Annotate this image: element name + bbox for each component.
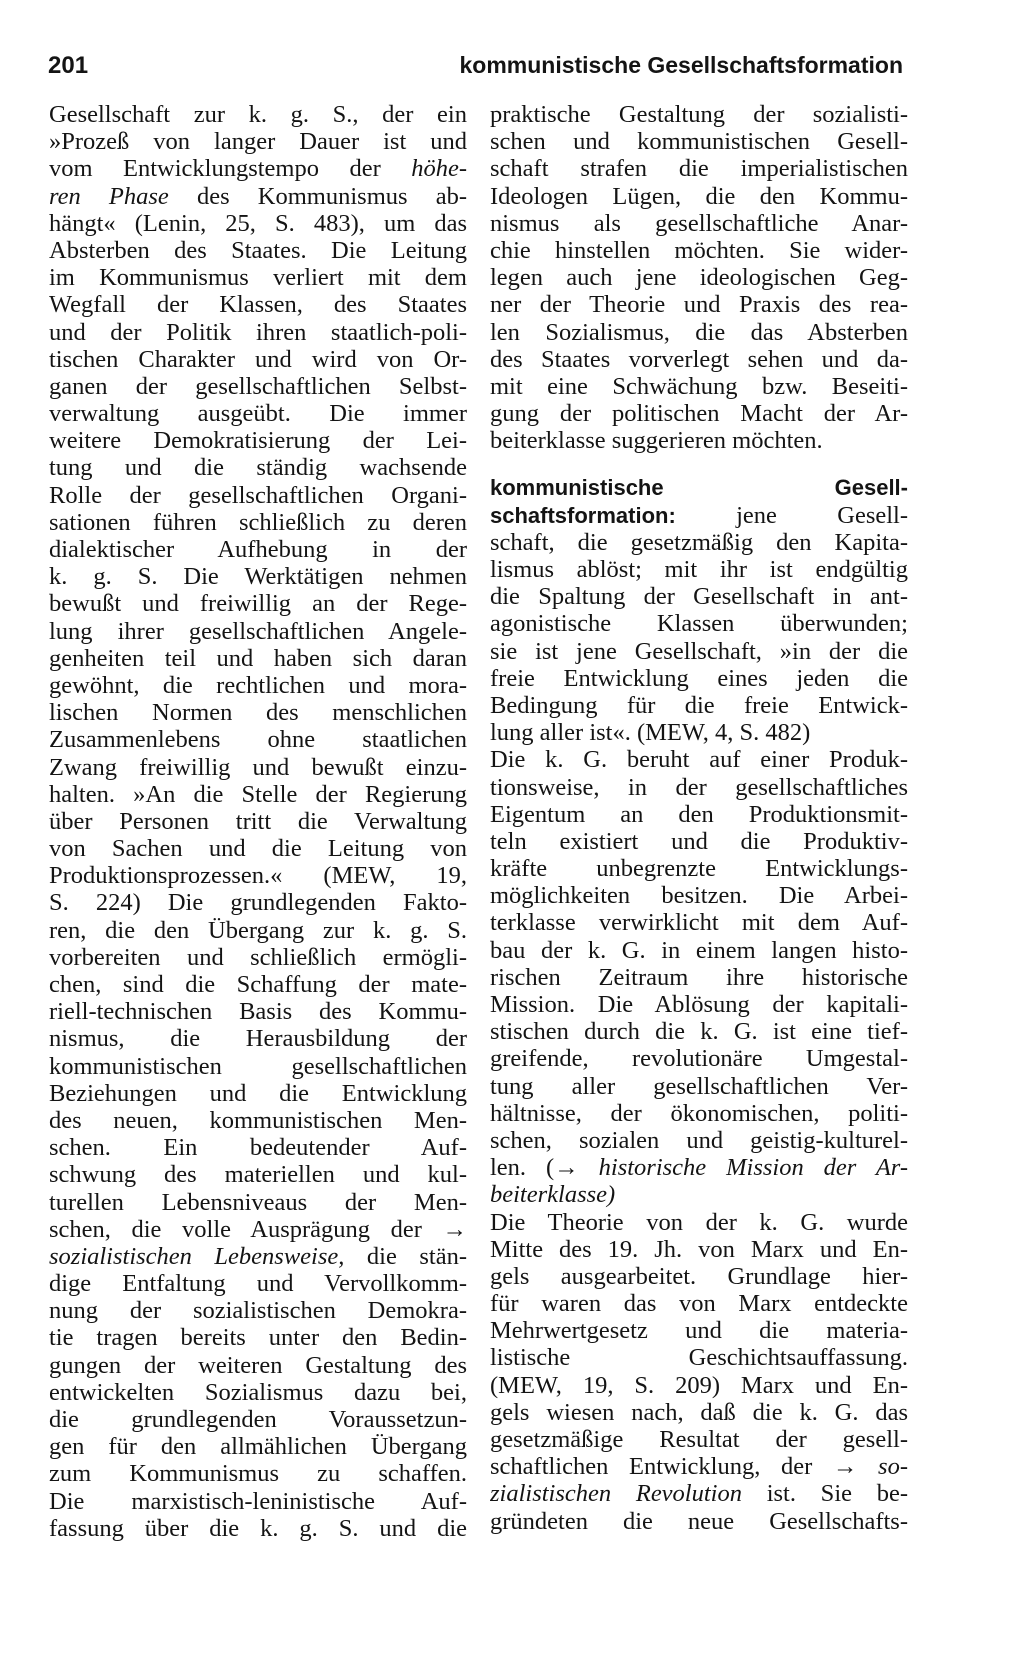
text-line: gewöhnt, die rechtlichen und mora-	[49, 671, 467, 699]
text-line: Gesellschaft zur k. g. S., der ein	[49, 101, 467, 128]
text-line: (MEW, 19, S. 209) Marx und En-	[490, 1371, 908, 1399]
text-line: beiterklasse suggerieren möchten.	[490, 427, 823, 455]
text-line: vom Entwicklungstempo der höhe-	[49, 155, 467, 183]
text-line: bewußt und freiwillig an der Rege-	[49, 590, 467, 618]
text-line: Mission. Die Ablösung der kapitali-	[490, 991, 908, 1018]
text-line: des neuen, kommunistischen Men-	[49, 1106, 467, 1134]
text-line: ganen der gesellschaftlichen Selbst-	[49, 372, 467, 400]
text-line: für waren das von Marx entdeckte	[490, 1290, 908, 1318]
text-line: dialektischer Aufhebung in der	[49, 536, 467, 563]
text-line: len Sozialismus, die das Absterben	[490, 318, 908, 346]
text-line: »Prozeß von langer Dauer ist und	[49, 128, 467, 156]
entry-headword: Gesell-	[834, 475, 908, 501]
text-line: ren, die den Übergang zur k. g. S.	[49, 916, 467, 944]
text-line: schaftlichen Entwicklung, der → so-	[490, 1453, 908, 1481]
text-line: sozialistischen Lebensweise, die stän-	[49, 1242, 467, 1270]
text-line: genheiten teil und haben sich daran	[49, 644, 467, 672]
text-line: tionsweise, in der gesellschaftliches	[490, 773, 908, 801]
text-line: gen für den allmählichen Übergang	[49, 1433, 467, 1461]
text-line: über Personen tritt die Verwaltung	[49, 807, 467, 835]
text-line: gels ausgearbeitet. Grundlage hier-	[490, 1262, 908, 1290]
text-line: nismus, die Herausbildung der	[49, 1025, 467, 1053]
text-line: tung aller gesellschaftlichen Ver-	[490, 1072, 908, 1100]
text-line: schaft, die gesetzmäßig den Kapita-	[490, 528, 908, 556]
text-line: Die k. G. beruht auf einer Produk-	[490, 746, 908, 774]
emphasis: sozialistischen Lebensweise,	[49, 1242, 345, 1270]
text-line: zum Kommunismus zu schaffen.	[49, 1460, 467, 1488]
text-line: schaftsformation: jene Gesell-	[490, 501, 908, 529]
cross-reference: beiterklasse)	[490, 1181, 616, 1209]
text-line: und der Politik ihren staatlich-poli-	[49, 318, 467, 346]
left-column	[49, 101, 467, 1542]
text-line: gungen der weiteren Gestaltung des	[49, 1351, 467, 1379]
text-line: Zusammenlebens ohne staatlichen	[49, 726, 467, 754]
text-line: Mehrwertgesetz und die materia-	[490, 1317, 908, 1345]
text-line: schaft strafen die imperialistischen	[490, 155, 908, 183]
text-line: Mitte des 19. Jh. von Marx und En-	[490, 1235, 908, 1263]
text-line: stischen durch die k. G. ist eine tief-	[490, 1018, 908, 1046]
text-line: terklasse verwirklicht mit dem Auf-	[490, 909, 908, 937]
text-line: riell-technischen Basis des Kommu-	[49, 998, 467, 1026]
text-line: kräfte unbegrenzte Entwicklungs-	[490, 855, 908, 883]
text-line: ren Phase des Kommunismus ab-	[49, 182, 467, 210]
text-line: die grundlegenden Voraussetzun-	[49, 1406, 467, 1433]
text-line: legen auch jene ideologischen Geg-	[490, 264, 908, 292]
text-line: schen, sozialen und geistig-kulturel-	[490, 1126, 908, 1154]
entry-headword-line	[490, 474, 908, 501]
text-line: nismus als gesellschaftliche Anar-	[490, 209, 908, 237]
text-line: im Kommunismus verliert mit dem	[49, 264, 467, 292]
text-line: schwung des materiellen und kul-	[49, 1161, 467, 1189]
text-line: hältnisse, der ökonomischen, politi-	[490, 1099, 908, 1127]
text-line: lismus ablöst; mit ihr ist endgültig	[490, 556, 908, 583]
text-line: möglichkeiten besitzen. Die Arbei-	[490, 882, 908, 910]
text-line: dige Entfaltung und Vervollkomm-	[49, 1270, 467, 1298]
text-line: Bedingung für die freie Entwick-	[490, 691, 908, 719]
text-line: gels wiesen nach, daß die k. G. das	[490, 1398, 908, 1426]
text-line: mit eine Schwächung bzw. Beseiti-	[490, 372, 908, 400]
text-line: entwickelten Sozialismus dazu bei,	[49, 1378, 467, 1406]
text-line: len. (→ historische Mission der Ar-	[490, 1154, 908, 1182]
text-line: kommunistischen gesellschaftlichen	[49, 1052, 467, 1080]
cross-reference: historische Mission der Ar-	[598, 1154, 908, 1182]
text-line: Rolle der gesellschaftlichen Organi-	[49, 481, 467, 509]
entry-headword: kommunistische	[490, 475, 664, 501]
text-line: schen. Ein bedeutender Auf-	[49, 1134, 467, 1162]
text-line: schen, die volle Ausprägung der →	[49, 1215, 467, 1243]
text-line: bau der k. G. in einem langen histo-	[490, 936, 908, 964]
text-line: lung ihrer gesellschaftlichen Angele-	[49, 617, 467, 645]
text-line: halten. »An die Stelle der Regierung	[49, 780, 467, 808]
text-line: Ideologen Lügen, die den Kommu-	[490, 182, 908, 210]
text-line: tie tragen bereits unter den Bedin-	[49, 1324, 467, 1352]
text-line: gründeten die neue Gesellschafts-	[490, 1507, 908, 1535]
text-line: turellen Lebensniveaus der Men-	[49, 1188, 467, 1216]
text-line: greifende, revolutionäre Umgestal-	[490, 1045, 908, 1073]
text-line: k. g. S. Die Werktätigen nehmen	[49, 563, 467, 591]
text-line: weitere Demokratisierung der Lei-	[49, 427, 467, 455]
running-head: kommunistische Gesellschaftsformation	[459, 52, 903, 78]
text-line: rischen Zeitraum ihre historische	[490, 963, 908, 991]
text-line: S. 224) Die grundlegenden Fakto-	[49, 889, 467, 917]
cross-reference: so-	[878, 1453, 908, 1481]
text-line: freie Entwicklung eines jeden die	[490, 664, 908, 692]
text-line: chen, sind die Schaffung der mate-	[49, 971, 467, 998]
text-line: gesetzmäßige Resultat der gesell-	[490, 1426, 908, 1453]
text-line: lischen Normen des menschlichen	[49, 699, 467, 727]
text-line: die Spaltung der Gesellschaft in ant-	[490, 583, 908, 611]
text-line: Wegfall der Klassen, des Staates	[49, 291, 467, 319]
text-line: agonistische Klassen überwunden;	[490, 610, 908, 638]
emphasis: höhe-	[411, 155, 467, 183]
text-line: gung der politischen Macht der Ar-	[490, 400, 908, 428]
text-line: vorbereiten und schließlich ermögli-	[49, 943, 467, 971]
text-line: tung und die ständig wachsende	[49, 454, 467, 482]
entry-headword: schaftsformation:	[490, 502, 676, 528]
text-line: Die marxistisch-leninistische Auf-	[49, 1487, 467, 1515]
text-line: sie ist jene Gesellschaft, »in der die	[490, 637, 908, 665]
text-line: nung der sozialistischen Demokra-	[49, 1297, 467, 1325]
text-line: schen und kommunistischen Gesell-	[490, 128, 908, 156]
text-line: Produktionsprozessen.« (MEW, 19,	[49, 862, 467, 890]
emphasis: ren Phase	[49, 182, 169, 210]
text-line: Absterben des Staates. Die Leitung	[49, 236, 467, 264]
page-number: 201	[48, 52, 89, 79]
text-line: von Sachen und die Leitung von	[49, 835, 467, 863]
text-line: praktische Gestaltung der sozialisti-	[490, 101, 908, 128]
text-line	[490, 1181, 908, 1208]
page-header	[48, 52, 903, 82]
text-line: tischen Charakter und wird von Or-	[49, 345, 467, 373]
text-line: listische Geschichtsauffassung.	[490, 1344, 908, 1372]
text-line: hängt« (Lenin, 25, S. 483), um das	[49, 209, 467, 237]
text-line: teln existiert und die Produktiv-	[490, 827, 908, 855]
right-column	[490, 101, 908, 1535]
text-line: Zwang freiwillig und bewußt einzu-	[49, 753, 467, 781]
text-line: sationen führen schließlich zu deren	[49, 508, 467, 536]
text-line: fassung über die k. g. S. und die	[49, 1514, 467, 1542]
text-line: ner der Theorie und Praxis des rea-	[490, 291, 908, 319]
text-line: Die Theorie von der k. G. wurde	[490, 1208, 908, 1236]
text-line: verwaltung ausgeübt. Die immer	[49, 400, 467, 428]
text-line: zialistischen Revolution ist. Sie be-	[490, 1480, 908, 1508]
cross-reference: zialistischen Revolution	[490, 1480, 742, 1508]
text-line: Beziehungen und die Entwicklung	[49, 1079, 467, 1107]
text-line: Eigentum an den Produktionsmit-	[490, 800, 908, 828]
text-line: des Staates vorverlegt sehen und da-	[490, 345, 908, 373]
text-line: chie hinstellen möchten. Sie wider-	[490, 236, 908, 264]
text-line: lung aller ist«. (MEW, 4, S. 482)	[490, 719, 811, 747]
